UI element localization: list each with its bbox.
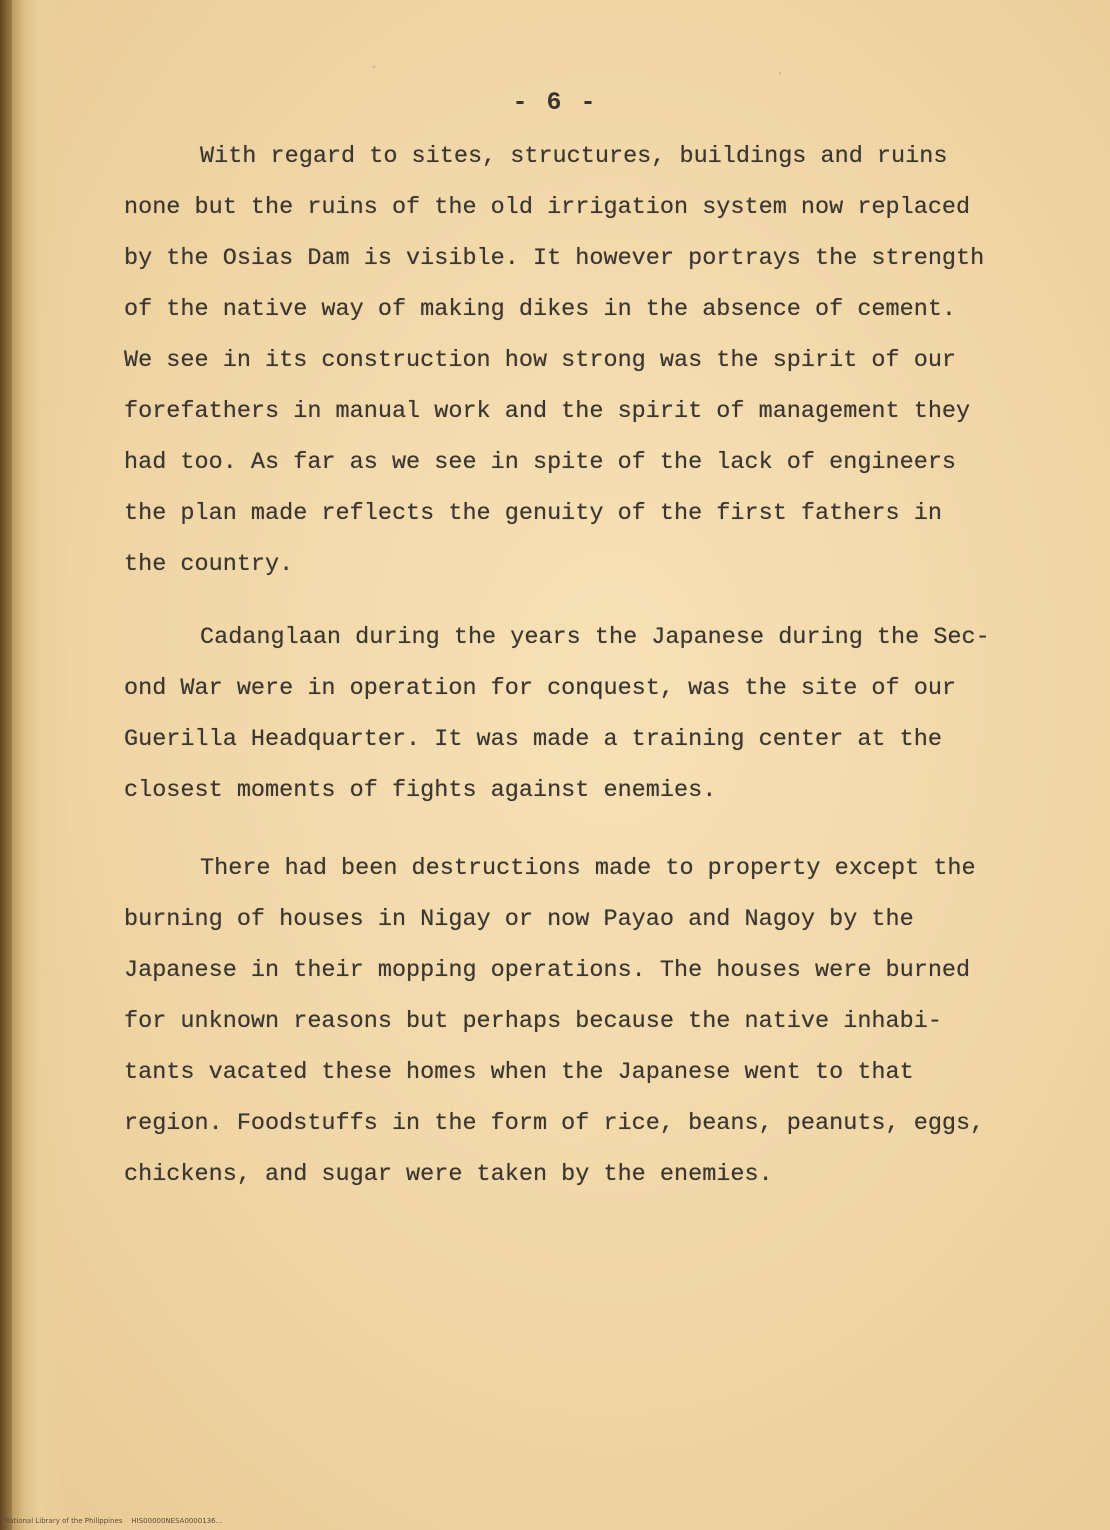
text-line: the country. <box>124 551 294 578</box>
text-line: Guerilla Headquarter. It was made a training center at the <box>124 726 942 753</box>
text-line: for unknown reasons but perhaps because the native inhabi- <box>124 1008 942 1035</box>
text-line: With regard to sites, structures, buildings and ruins <box>200 143 948 170</box>
binding-spine <box>0 0 12 1530</box>
text-line: none but the ruins of the old irrigation system now replaced <box>124 194 971 221</box>
text-line: burning of houses in Nigay or now Payao and Nagoy by the <box>124 906 914 933</box>
text-line: Cadanglaan during the years the Japanese during the Sec- <box>200 624 990 651</box>
text-line: ond War were in operation for conquest, was the site of our <box>124 675 957 702</box>
paper-speck: · <box>778 66 783 82</box>
paragraph-destructions <box>124 843 1054 1200</box>
paragraph-cadanglaan <box>124 612 1054 816</box>
text-line: had too. As far as we see in spite of the lack of engineers <box>124 449 957 476</box>
text-line: of the native way of making dikes in the absence of cement. <box>124 296 957 323</box>
text-line: Japanese in their mopping operations. The houses were burned <box>124 957 971 984</box>
archive-footer: National Library of the Philippines HIS00000NESA0000136... <box>4 1517 223 1525</box>
text-line: tants vacated these homes when the Japanese went to that <box>124 1059 914 1086</box>
text-line: chickens, and sugar were taken by the enemies. <box>124 1161 773 1188</box>
text-line: closest moments of fights against enemies. <box>124 777 717 804</box>
text-line: forefathers in manual work and the spirit of management they <box>124 398 971 425</box>
page-number: - 6 - <box>512 88 598 117</box>
text-line: region. Foodstuffs in the form of rice, beans, peanuts, eggs, <box>124 1110 985 1137</box>
text-line: by the Osias Dam is visible. It however portrays the strength <box>124 245 985 272</box>
paragraph-sites <box>124 131 1054 590</box>
text-line: the plan made reflects the genuity of the first fathers in <box>124 500 942 527</box>
paper-speck: · <box>372 60 377 76</box>
text-line: There had been destructions made to property except the <box>200 855 976 882</box>
text-line: We see in its construction how strong was the spirit of our <box>124 347 957 374</box>
